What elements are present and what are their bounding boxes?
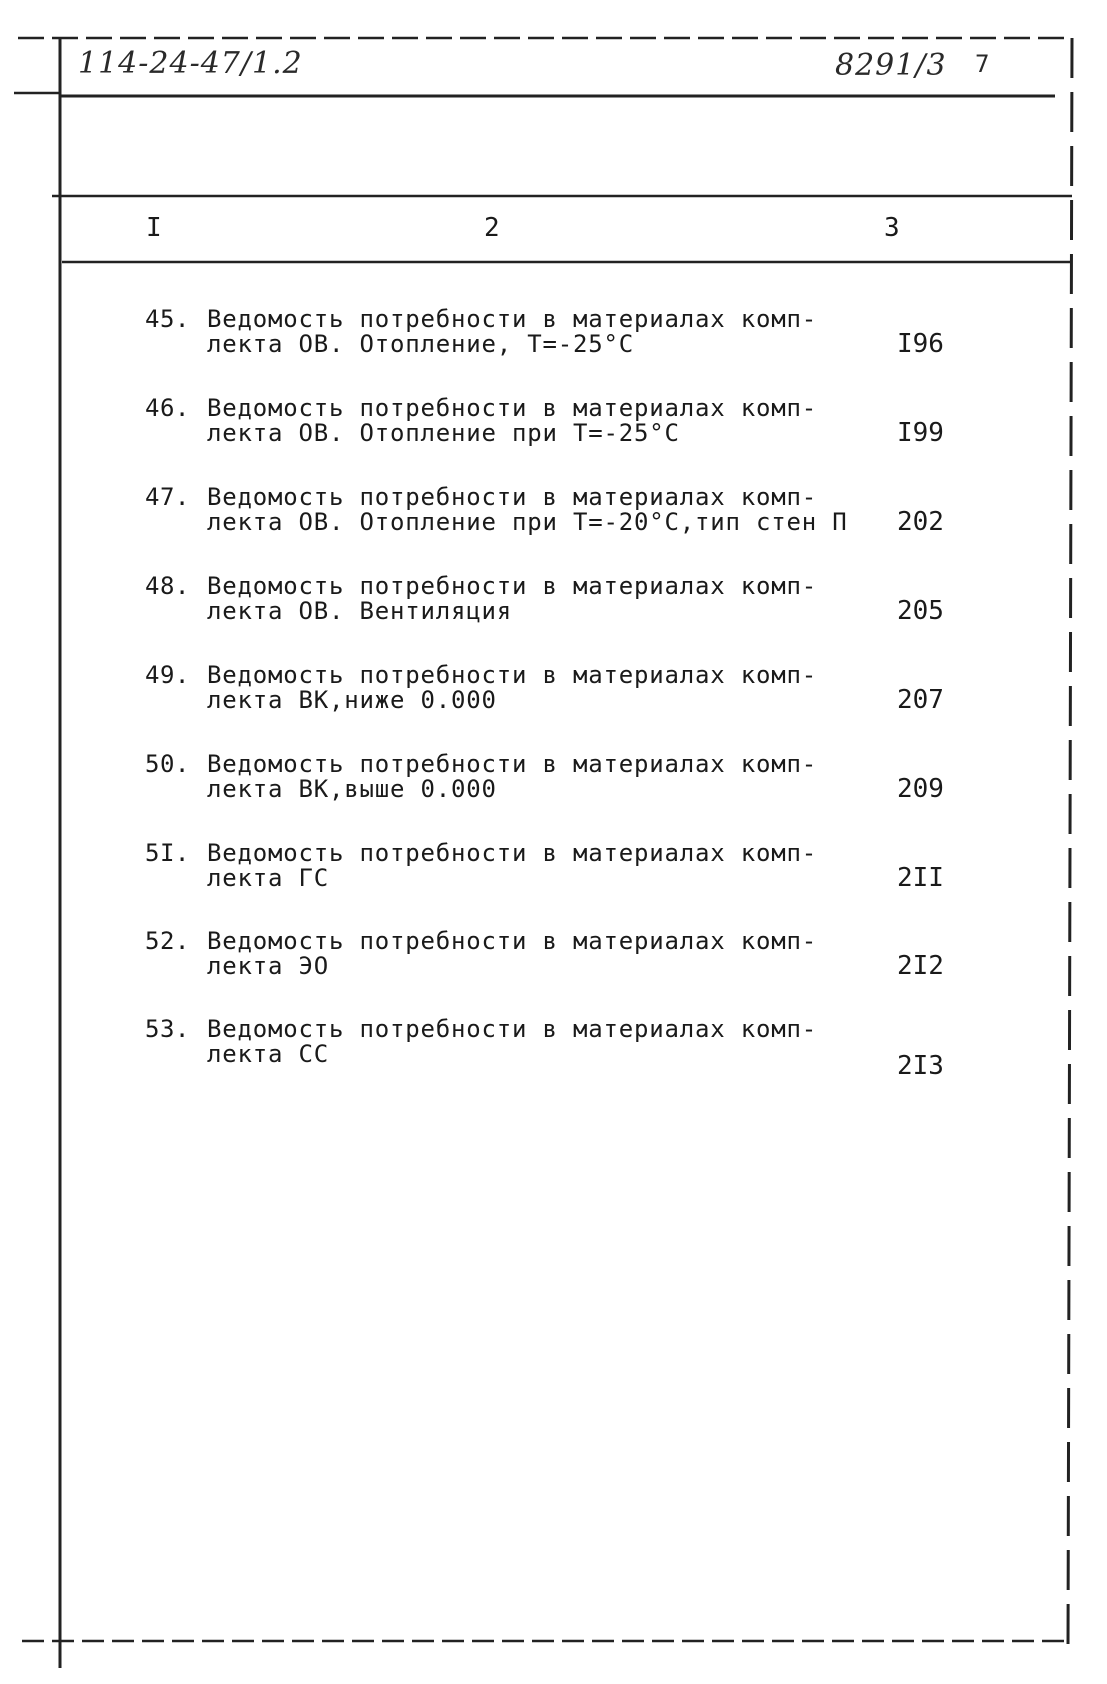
entry-text-line: Ведомость потребности в материалах комп- (207, 305, 817, 333)
entry-page: 207 (897, 685, 944, 715)
list-item (145, 572, 975, 642)
entry-text-line: Ведомость потребности в материалах комп- (207, 572, 817, 600)
entry-page: 2II (897, 863, 944, 893)
entry-text-line: лекта ОВ. Отопление при Т=-25°С (207, 419, 680, 447)
entry-text-line: Ведомость потребности в материалах комп- (207, 750, 817, 778)
list-item (145, 1015, 975, 1085)
column-header-2: 2 (484, 213, 500, 243)
entry-text-line: лекта ОВ. Отопление при Т=-20°С,тип стен П (207, 508, 848, 536)
list-item (145, 750, 975, 820)
entry-page: 202 (897, 507, 944, 537)
entry-text-line: Ведомость потребности в материалах комп- (207, 839, 817, 867)
entry-number: 47. (145, 483, 190, 511)
entry-number: 48. (145, 572, 190, 600)
entry-text-line: лекта СС (207, 1040, 329, 1068)
entry-text-line: лекта ОВ. Вентиляция (207, 597, 512, 625)
entry-number: 52. (145, 927, 190, 955)
entry-page: 2I3 (897, 1051, 944, 1081)
document-designation: 114-24-47/1.2 (78, 46, 303, 81)
list-item (145, 305, 975, 375)
entry-text-line: лекта ВК,выше 0.000 (207, 775, 497, 803)
entry-text-line: лекта ОВ. Отопление, Т=-25°С (207, 330, 634, 358)
entry-page: I96 (897, 329, 944, 359)
list-item (145, 927, 975, 997)
page-number: 7 (975, 50, 990, 78)
entry-page: 2I2 (897, 951, 944, 981)
entry-text-line: Ведомость потребности в материалах комп- (207, 483, 817, 511)
entry-number: 49. (145, 661, 190, 689)
entry-number: 45. (145, 305, 190, 333)
entry-number: 46. (145, 394, 190, 422)
entry-text-line: Ведомость потребности в материалах комп- (207, 1015, 817, 1043)
entry-text-line: Ведомость потребности в материалах комп- (207, 394, 817, 422)
entry-text-line: Ведомость потребности в материалах комп- (207, 927, 817, 955)
list-item (145, 394, 975, 464)
column-header-3: 3 (884, 213, 900, 243)
list-item (145, 483, 975, 553)
entry-number: 53. (145, 1015, 190, 1043)
entry-text-line: Ведомость потребности в материалах комп- (207, 661, 817, 689)
entry-text-line: лекта ГС (207, 864, 329, 892)
entry-text-line: лекта ЭО (207, 952, 329, 980)
list-item (145, 661, 975, 731)
inventory-number: 8291/3 (835, 48, 947, 83)
entry-page: 205 (897, 596, 944, 626)
column-header-1: I (146, 213, 162, 243)
entry-page: I99 (897, 418, 944, 448)
entry-number: 5I. (145, 839, 190, 867)
entry-page: 209 (897, 774, 944, 804)
list-item (145, 839, 975, 909)
entry-number: 50. (145, 750, 190, 778)
entry-text-line: лекта ВК,ниже 0.000 (207, 686, 497, 714)
